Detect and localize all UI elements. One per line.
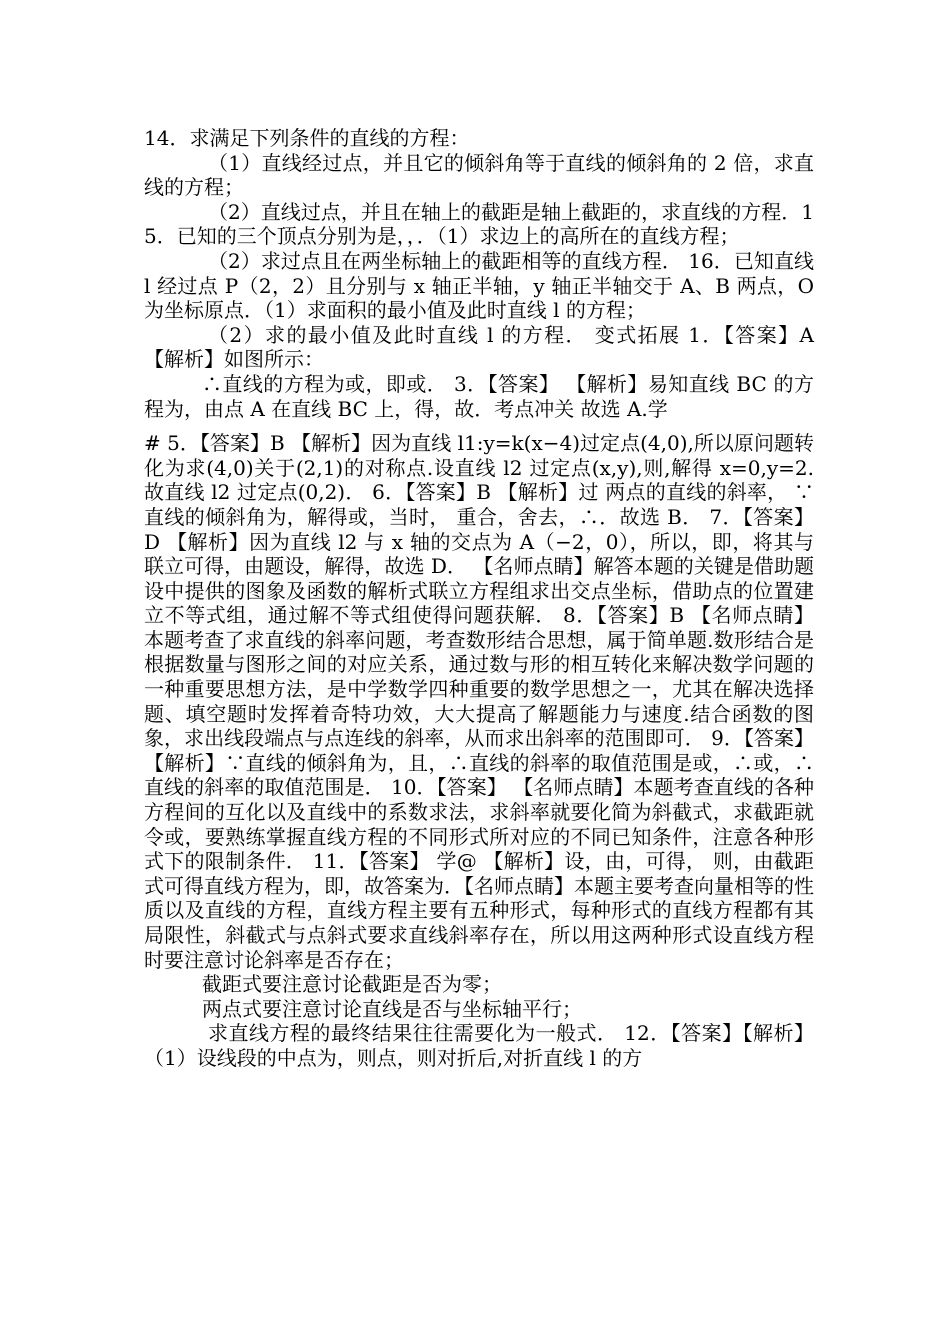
- two-point-form-note: 两点式要注意讨论直线是否与坐标轴平行；: [202, 996, 582, 1021]
- question-15-part-2-and-16: （2）求过点且在两坐标轴上的截距相等的直线方程． 16．已知直线 l 经过点 P（2，2）且分别与 x 轴正半轴，y 轴正半轴交于 A、B 两点，O 为坐标原点．（1）求面积的最小值及此时直线 l 的方程；: [144, 248, 814, 323]
- question-14-part-1: （1）直线经过点，并且它的倾斜角等于直线的倾斜角的 2 倍，求直线的方程；: [144, 150, 814, 200]
- question-14-part-2-and-15: （2）直线过点，并且在轴上的截距是轴上截距的，求直线的方程．15．已知的三个顶点分别为是，，．（1）求边上的高所在的直线方程；: [144, 199, 814, 249]
- intercept-form-note: 截距式要注意讨论截距是否为零；: [202, 972, 502, 997]
- answer-text-body: [144, 126, 814, 1071]
- answer-1-and-3: ∴直线的方程为或，即或． 3．【答案】 【解析】易知直线 BC 的方程为，由点 A 在直线 BC 上，得，故．考点冲关 故选 A.学: [144, 371, 814, 421]
- question-16-part-2-and-answer-1: （2）求的最小值及此时直线 l 的方程． 变式拓展 1．【答案】A 【解析】如图所示：: [144, 322, 814, 372]
- general-form-note-and-answer-12: 求直线方程的最终结果往往需要化为一般式． 12．【答案】【解析】（1）设线段的中点为，则点，则对折后,对折直线 l 的方: [144, 1021, 814, 1070]
- question-14-heading: 14．求满足下列条件的直线的方程：: [144, 126, 470, 150]
- answers-5-to-11: # 5．【答案】B 【解析】因为直线 l1:y=k(x−4)过定点(4,0),所以原问题转化为求(4,0)关于(2,1)的对称点.设直线 l2 过定点(x,y),则,解得 x=0,y=2.故直线 l2 过定点(0,2)． 6．【答案】B 【解析】过 两点的直线的斜率， ∵直线的倾斜角为，解得或，当时， 重合，舍去，∴．故选 B． 7．【答案】D 【解析】因为直线 l2 与 x 轴的交点为 A（−2，0），所以，即，将其与联立可得，由题设，解得，故选 D． 【名师点睛】解答本题的关键是借助题设中提供的图象及函数的解析式联立方程组求出交点坐标，借助点的位置建立不等式组，通过解不等式组使得问题获解． 8．【答案】B 【名师点睛】本题考查了求直线的斜率问题，考查数形结合思想，属于简单题.数形结合是根据数量与图形之间的对应关系，通过数与形的相互转化来解决数学问题的一种重要思想方法，是中学数学四种重要的数学思想之一，尤其在解决选择题、填空题时发挥着奇特功效，大大提高了解题能力与速度.结合函数的图象，求出线段端点与点连线的斜率，从而求出斜率的范围即可． 9．【答案】 【解析】∵直线的倾斜角为，且，∴直线的斜率的取值范围是或，∴或，∴直线的斜率的取值范围是． 10．【答案】 【名师点睛】本题考查直线的各种方程间的互化以及直线中的系数求法，求斜率就要化简为斜截式，求截距就令或，要熟练掌握直线方程的不同形式所对应的不同已知条件，注意各种形式下的限制条件． 11．【答案】 学@ 【解析】设，由，可得， 则，由截距式可得直线方程为，即，故答案为．【名师点睛】本题主要考查向量相等的性质以及直线的方程，直线方程主要有五种形式，每种形式的直线方程都有其局限性，斜截式与点斜式要求直线斜率存在，所以用这两种形式设直线方程时要注意讨论斜率是否存在；: [144, 431, 814, 972]
